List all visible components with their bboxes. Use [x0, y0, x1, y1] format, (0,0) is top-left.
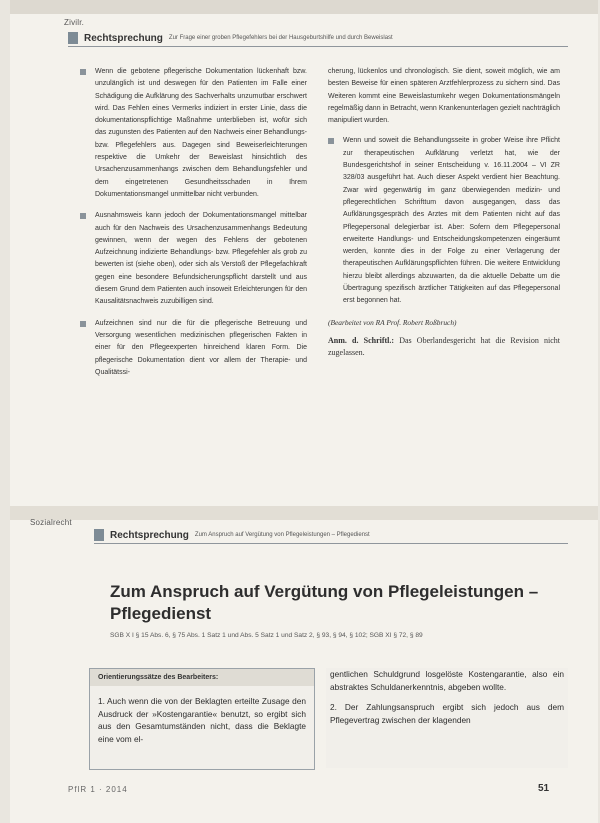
document-page: [10, 0, 598, 823]
bullet-text: Wenn und soweit die Behandlungsseite in grober Weise ihre Pflicht zur therapeutischen Aufklärung verletzt hat, wie der Bundesgerichtshof in seiner Entscheidung v. 16.11.2004 – VI ZR 328/03 ausgeführt hat. Auch dieser Aspekt verdient hier Beachtung. Zwar wird gegenwärtig im ganz überwiegenden medizin- und pflegerechtlichen Schrifttum davon ausgegangen, dass das Aufklärungsgespräch des Arztes mit dem Patienten nicht auf das Pflegepersonal delegierbar ist. Aber: Sofern dem Pflegepersonal erweiterte Handlungs- und Entscheidungskompetenzen eingeräumt werden, konnte dies in der Folge zu einer Verlagerung der therapeutischen Aufklärungspflichten führen. Die weitere Entwicklung hierzu bleibt allerdings abzuwarten, da die aktuelle Debatte um die Übertragung spezifisch ärztlicher Tätigkeiten auf das Pflegepersonal erst begonnen hat.: [343, 137, 560, 305]
footer-journal: PflR 1 · 2014: [68, 785, 128, 794]
bullet-square: [80, 321, 86, 327]
section-label-top: Zivilr.: [64, 18, 85, 27]
law-reference: SGB X I § 15 Abs. 6, § 75 Abs. 1 Satz 1 und Abs. 5 Satz 1 und Satz 2, § 93, § 94, § 102; SGB XI § 72, § 89: [110, 632, 423, 639]
orientation-box: [89, 668, 315, 770]
bullet-text: Wenn die gebotene pflegerische Dokumentation lückenhaft bzw. unzulänglich ist und deswegen für den Patienten im Falle einer Schädigung die Aufklärung des Sachverhalts unzumutbar erschwert wird. Das Fehlen eines Vermerks indiziert in erster Linie, dass die dokumentationspflichtige Maßnahme unterblieben ist, wofür sich das zugunsten des Patienten auf den Nachweis einer Behandlungs- bzw. Pflegefehlers aus. Dagegen sind Beweiserleichterungen respektive die Umkehr der Beweislast hinsichtlich des Ursachenzusammenhangs zwischen dem Behandlungsfehler und dem eingetretenen Gesundheitsschaden in Ihrem Dokumentationsmangel unmittelbar nicht verbunden.: [95, 68, 307, 198]
bullet-item: [328, 135, 560, 307]
paragraph: cherung, lückenlos und chronologisch. Sie dient, soweit möglich, wie am besten Beweise für einen späteren Arztfehlerprozess zu sichern sind. Das Weiteren kommt eine Beweislastumkehr wegen Dokumentationsmängeln regelmäßig dann in Betracht, wenn Krankenunterlagen gezielt nachträglich manipuliert wurden.: [328, 68, 560, 125]
bullet-item: [80, 210, 307, 308]
bar-title: Rechtsprechung: [110, 529, 189, 541]
rechtsprechung-bar-top: [68, 32, 393, 44]
section-divider: [10, 506, 598, 520]
header-rule: [68, 46, 568, 47]
bullet-square: [328, 138, 334, 144]
article-title: Zum Anspruch auf Vergütung von Pflegeleistungen – Pflegedienst: [110, 582, 539, 623]
rechtsprechung-bar-lower: [94, 529, 370, 541]
editor-note-label: Anm. d. Schriftl.:: [328, 335, 395, 345]
bullet-text: Ausnahmsweis kann jedoch der Dokumentationsmangel mittelbar auch für den Nachweis des Ursachenzusammenhangs Bedeutung gewinnen, wenn der wegen des Fehlens der gebotenen Aufzeichnung indizierte Behandlungs- bzw. Pflegefehler als grob zu bewerten ist (siehe oben), oder sich als Verstoß der Pflegefachkraft gegen eine besondere Befundsicherungspflicht darstellt und aus diesem Grund dem Patienten auch insoweit Erleichterungen für den Kausalitätsnachweis zuzubilligen sind.: [95, 212, 307, 306]
section-label-sozialrecht: Sozialrecht: [30, 518, 72, 527]
page-number: 51: [538, 783, 550, 794]
left-column: [80, 66, 307, 388]
top-strip: [10, 0, 598, 14]
orientation-heading: Orientierungssätze des Bearbeiters:: [90, 669, 314, 686]
bullet-square: [80, 69, 86, 75]
bullet-text: Aufzeichnen sind nur die für die pflegerische Betreuung und Versorgung wesentlichen medizinischen pflegerischen Fakten in einer für den Pflegeexperten hinreichend klaren Form. Die pflegerische Dokumentation dient vor allem der Therapie- und Qualitätssi-: [95, 319, 307, 376]
bar-subtitle: Zum Anspruch auf Vergütung von Pflegeleistungen – Pflegedienst: [194, 532, 370, 538]
bullet-square: [80, 213, 86, 219]
paragraph: 2. Der Zahlungsanspruch ergibt sich jedoch aus dem Pflegevertrag zwischen der klagenden: [330, 702, 564, 725]
bar-marker: [68, 32, 78, 44]
bullet-item: [80, 66, 307, 201]
orientation-continued: [326, 668, 568, 768]
editor-note: [328, 335, 560, 359]
lower-header-rule: [94, 543, 568, 544]
author-note: (Bearbeitet von RA Prof. Robert Roßbruch): [328, 317, 457, 327]
right-column: [328, 66, 560, 359]
orientation-text: 1. Auch wenn die von der Beklagten erteilte Zusage den Ausdruck der »Kostengarantie« benutzt, so ergibt sich aus den Gesamtumständen nicht, dass die Beklagte eine vom el-: [98, 696, 306, 744]
bullet-item: [80, 318, 307, 379]
bar-title: Rechtsprechung: [84, 32, 163, 44]
bar-subtitle: Zur Frage einer groben Pflegefehlers bei der Hausgeburtshilfe und durch Beweislast: [168, 35, 393, 41]
bar-marker: [94, 529, 104, 541]
editor-note-text: Das Oberlandesgericht hat die Revision nicht zugelassen.: [328, 335, 561, 357]
paragraph: gentlichen Schuldgrund losgelöste Kostengarantie, also ein abstraktes Schuldanerkenntnis, abgeben wollte.: [330, 669, 564, 692]
